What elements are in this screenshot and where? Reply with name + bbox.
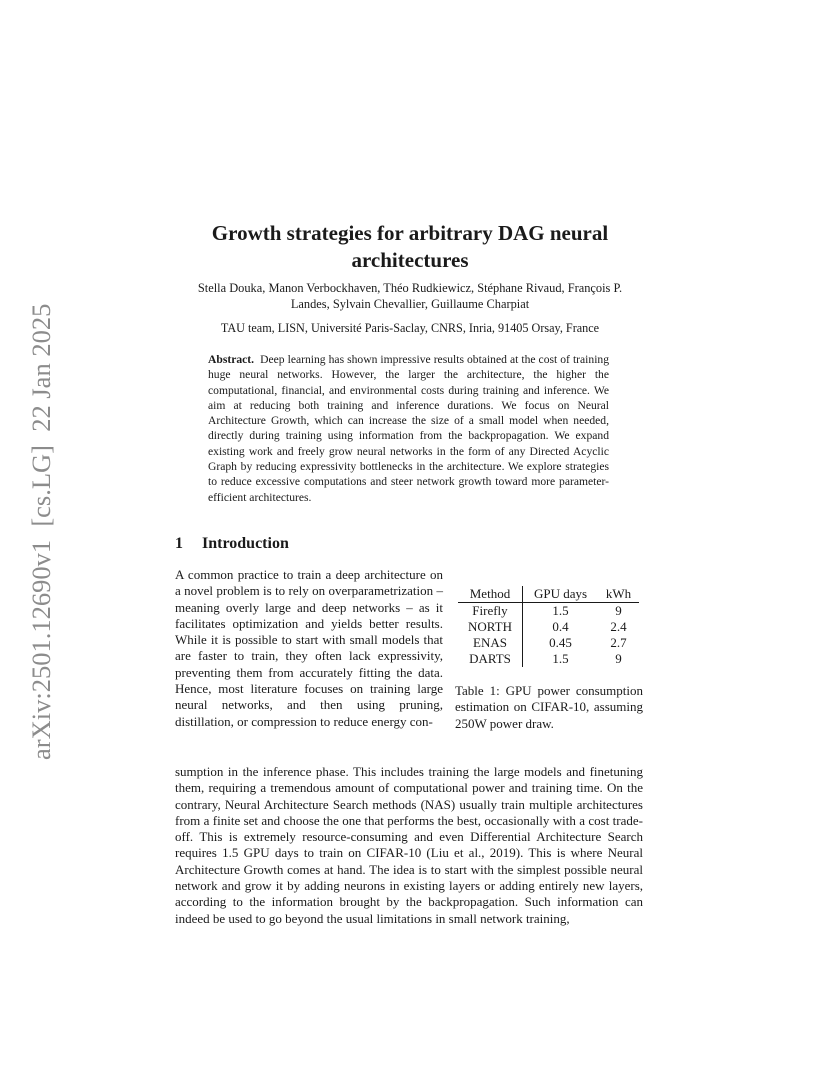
table-header-gpu-days: GPU days: [522, 586, 598, 603]
section-heading: [175, 535, 289, 553]
abstract: [208, 352, 609, 505]
table-row: [458, 603, 639, 620]
table-cell-gpu-days: 1.5: [552, 651, 569, 667]
affiliation: TAU team, LISN, Université Paris-Saclay, CNRS, Inria, 91405 Orsay, France: [220, 321, 600, 335]
intro-paragraph-left-column: A common practice to train a deep architecture on a novel problem is to rely on overparametrization – meaning overly large and deep networks – as it facilitates optimization and yields better results. While it is possible to start with small models that are faster to train, they often lack expressivity, preventing them from accurately fitting the data. Hence, most literature focuses on training large neural networks, and then using pruning, distillation, or compression to reduce energy con-: [175, 567, 443, 729]
abstract-text: Deep learning has shown impressive results obtained at the cost of training huge neural networks. However, the larger the architecture, the higher the computational, financial, and environmental costs during training and inference. We aim at reducing both training and inference durations. We focus on Neural Architecture Growth, which can increase the size of a small model when needed, directly during training using information from the backpropagation. We expand existing work and freely grow neural networks in the form of any Directed Acyclic Graph by reducing expressivity bottlenecks in the architecture. We explore strategies to reduce excessive computations and steer network growth toward more parameter-efficient architectures.: [208, 353, 610, 504]
table-cell-kwh: 9: [615, 651, 622, 667]
table-row: [458, 651, 639, 667]
paper-title: Growth strategies for arbitrary DAG neural architectures: [211, 221, 609, 272]
arxiv-stamp-svg: [6, 290, 66, 770]
arxiv-stamp-text: arXiv:2501.12690v1 [cs.LG] 22 Jan 2025: [26, 303, 56, 760]
table-cell-method: DARTS: [458, 651, 522, 667]
table-caption: Table 1: GPU power consumption estimation on CIFAR-10, assuming 250W power draw.: [455, 683, 643, 731]
table-header-method: Method: [458, 586, 522, 603]
table-cell-gpu-days: 1.5: [552, 603, 569, 619]
table-cell-gpu-days: 0.45: [549, 635, 572, 651]
table-cell-kwh: 9: [615, 603, 622, 619]
table-header-row: [458, 586, 639, 603]
table-cell-kwh: 2.7: [610, 635, 627, 651]
intro-paragraph-full-width: sumption in the inference phase. This includes training the large models and finetuning them, requiring a tremendous amount of computational power and training time. On the contrary, Neural Architecture Search methods (NAS) usually train multiple architectures from a finite set and choose the one that performs the best, occasionally with a cost trade-off. This is extremely resource-consuming and even Differential Architecture Search requires 1.5 GPU days to train on CIFAR-10 (Liu et al., 2019). This is where Neural Architecture Growth comes at hand. The idea is to start with the simplest possible neural network and grow it by adding neurons in existing layers or adding entirely new layers, according to the information brought by the backpropagation. Such information can indeed be used to go beyond the usual limitations in small network training,: [175, 764, 643, 926]
table-cell-kwh: 2.4: [610, 619, 627, 635]
table-header-kwh: kWh: [598, 586, 639, 603]
gpu-power-table: [458, 586, 644, 667]
author-list: Stella Douka, Manon Verbockhaven, Théo Rudkiewicz, Stéphane Rivaud, François P. Landes, Sylvain Chevallier, Guillaume Charpiat: [197, 281, 623, 311]
table-row: [458, 619, 639, 635]
table-cell-method: NORTH: [458, 619, 522, 635]
table-cell-method: ENAS: [458, 635, 522, 651]
arxiv-identifier-stamp: [6, 290, 66, 770]
table-cell-gpu-days: 0.4: [552, 619, 569, 635]
table-grid: [458, 586, 639, 667]
abstract-label: Abstract.: [208, 353, 255, 366]
table-cell-method: Firefly: [458, 603, 522, 620]
section-number: 1: [175, 535, 183, 552]
section-title: Introduction: [202, 535, 289, 552]
table-row: [458, 635, 639, 651]
